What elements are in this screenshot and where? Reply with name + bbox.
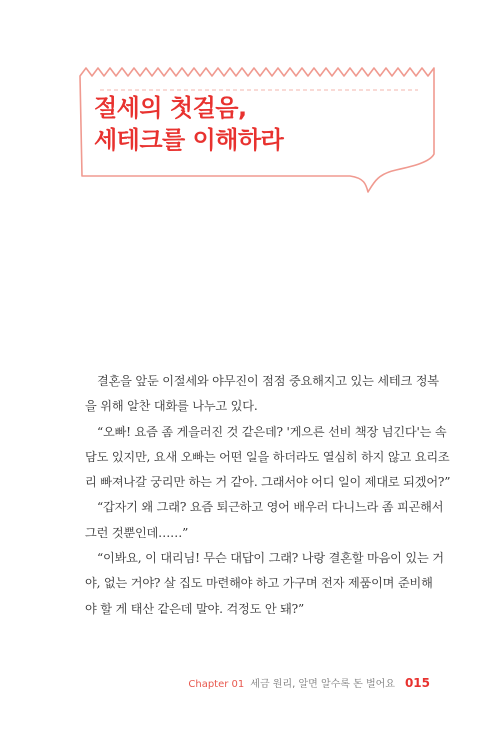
body-text — [85, 369, 451, 622]
body-line: 야, 없는 거야? 살 집도 마련해야 하고 가구며 전자 제품이며 준비해 — [85, 576, 433, 591]
body-line: “이봐요, 이 대리님! 무슨 대답이 그래? 나랑 결혼할 마음이 있는 거 — [97, 551, 444, 566]
body-line: 을 위해 알찬 대화를 나누고 있다. — [85, 399, 258, 414]
body-line: 그런 것뿐인데……” — [85, 525, 189, 540]
page-footer — [188, 675, 430, 690]
body-line: “오빠! 요즘 좀 게을러진 것 같은데? '게으른 선비 책장 넘긴다'는 속 — [97, 424, 447, 439]
title-line-1: 절세의 첫걸음, — [94, 94, 247, 122]
body-line: 야 할 게 태산 같은데 말야. 걱정도 안 돼?” — [85, 601, 305, 616]
title-line-2: 세테크를 이해하라 — [94, 126, 284, 154]
footer-chapter-title: 세금 원리, 알면 알수록 돈 벌어요 — [250, 679, 395, 690]
body-line: “갑자기 왜 그래? 요즘 퇴근하고 영어 배우러 다니느라 좀 피곤해서 — [97, 500, 444, 515]
body-line: 담도 있지만, 요새 오빠는 어떤 일을 하더라도 열심히 하지 않고 요리조 — [85, 449, 450, 464]
chapter-section-title — [94, 92, 283, 156]
body-line: 리 빠져나갈 궁리만 하는 거 같아. 그래서야 어디 일이 제대로 되겠어?” — [85, 475, 451, 490]
page-number: 015 — [404, 676, 430, 690]
title-card — [78, 62, 436, 194]
body-line: 결혼을 앞둔 이절세와 야무진이 점점 중요해지고 있는 세테크 정복 — [97, 374, 439, 388]
footer-chapter-label: Chapter 01 — [188, 679, 245, 690]
